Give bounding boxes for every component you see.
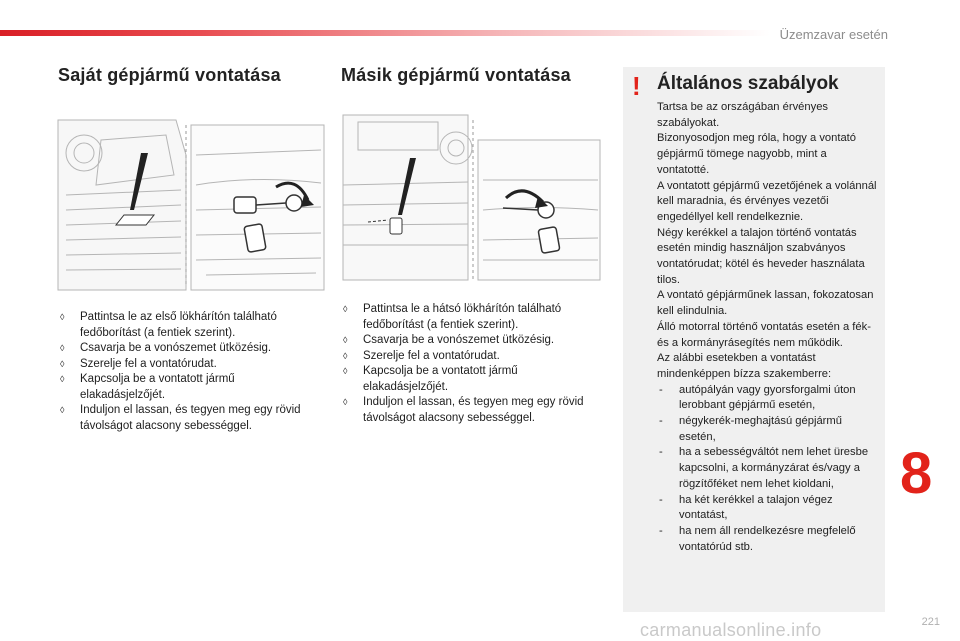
- list-item: [341, 349, 603, 365]
- dash-icon: -: [659, 415, 663, 428]
- list-item: [341, 302, 603, 333]
- warning-icon: !: [632, 71, 641, 101]
- bullet-icon: ◊: [60, 405, 65, 415]
- step-text: Szerelje fel a vontatórudat.: [80, 357, 217, 370]
- rule-paragraph: Bizonyosodjon meg róla, hogy a vontató gépjármű tömege nagyobb, mint a vontatotté.: [657, 132, 857, 176]
- step-text: Pattintsa le a hátsó lökhárítón található fedőborítást (a fentiek szerint).: [363, 303, 562, 331]
- own-vehicle-steps: [58, 310, 320, 434]
- rule-case-text: autópályán vagy gyorsforgalmi úton lerobbant gépjármű esetén,: [679, 383, 856, 412]
- bullet-icon: ◊: [60, 343, 65, 353]
- rule-case: [657, 524, 879, 555]
- bullet-icon: ◊: [343, 397, 348, 407]
- list-item: [58, 372, 320, 403]
- list-item: [341, 364, 603, 395]
- rule-paragraph: Négy kerékkel a talajon történő vontatás esetén mindig használjon szabványos vontatórudat; kötél és heveder használata tilos.: [657, 226, 865, 286]
- list-item: [341, 395, 603, 426]
- rule-case: [657, 493, 879, 524]
- list-item: [58, 341, 320, 357]
- dash-icon: -: [659, 383, 663, 396]
- front-towing-illustration: [56, 115, 326, 295]
- own-vehicle-title: Saját gépjármű vontatása: [58, 65, 281, 85]
- bullet-icon: ◊: [343, 335, 348, 345]
- rule-case: [657, 383, 879, 414]
- step-text: Szerelje fel a vontatórudat.: [363, 349, 500, 362]
- rule-paragraph: Tartsa be az országában érvényes szabályokat.: [657, 101, 829, 129]
- rule-case: [657, 445, 879, 492]
- section-header: Üzemzavar esetén: [779, 27, 888, 42]
- rule-case-text: négykerék-meghajtású gépjármű esetén,: [679, 415, 842, 443]
- watermark: carmanualsonline.info: [640, 620, 822, 640]
- step-text: Kapcsolja be a vontatott jármű elakadásjelzőjét.: [80, 373, 235, 401]
- general-rules-text: [657, 100, 879, 555]
- dash-icon: -: [659, 493, 663, 506]
- rule-case-text: ha két kerékkel a talajon végez vontatást,: [679, 493, 833, 522]
- list-item: [58, 403, 320, 434]
- rule-paragraph: Az alábbi esetekben a vontatást mindenképpen bízza szakemberre:: [657, 352, 832, 380]
- bullet-icon: ◊: [343, 350, 348, 361]
- bullet-icon: ◊: [343, 304, 348, 314]
- step-text: Csavarja be a vonószemet ütközésig.: [363, 334, 555, 346]
- header-accent-bar: [0, 30, 770, 36]
- step-text: Csavarja be a vonószemet ütközésig.: [80, 342, 272, 354]
- chapter-number: 8: [900, 441, 933, 506]
- list-item: [341, 333, 603, 349]
- general-rules-title: Általános szabályok: [657, 73, 839, 94]
- bullet-icon: ◊: [60, 374, 65, 384]
- rule-paragraph: A vontatott gépjármű vezetőjének a volánnál kell maradnia, és érvényes vezetői engedéllyel kell rendelkeznie.: [657, 179, 877, 223]
- list-item: [58, 310, 320, 341]
- step-text: Pattintsa le az első lökhárítón található fedőborítást (a fentiek szerint).: [80, 311, 277, 339]
- other-vehicle-steps: [341, 302, 603, 426]
- dash-icon: -: [659, 524, 663, 537]
- bullet-icon: ◊: [60, 358, 65, 369]
- step-text: Induljon el lassan, és tegyen meg egy rövid távolságot alacsony sebességgel.: [80, 404, 301, 432]
- rule-case-text: ha nem áll rendelkezésre megfelelő vontatórúd stb.: [679, 524, 856, 553]
- list-item: [58, 357, 320, 373]
- rule-paragraph: Álló motorral történő vontatás esetén a fék- és a kormányrásegítés nem működik.: [657, 320, 871, 349]
- rear-towing-illustration: [338, 110, 603, 285]
- other-vehicle-title: Másik gépjármű vontatása: [341, 65, 571, 85]
- step-text: Kapcsolja be a vontatott jármű elakadásjelzőjét.: [363, 365, 518, 393]
- step-text: Induljon el lassan, és tegyen meg egy rövid távolságot alacsony sebességgel.: [363, 396, 584, 424]
- dash-icon: -: [659, 446, 663, 459]
- bullet-icon: ◊: [60, 312, 65, 322]
- rule-case: [657, 414, 879, 445]
- bullet-icon: ◊: [343, 366, 348, 376]
- rule-paragraph: A vontató gépjárműnek lassan, fokozatosan kell elindulnia.: [657, 289, 874, 318]
- page-number: 221: [921, 616, 940, 628]
- rule-case-text: ha a sebességváltót nem lehet üresbe kapcsolni, a kormányzárat és/vagy a rögzítőféket nem lehet kioldani,: [679, 446, 869, 490]
